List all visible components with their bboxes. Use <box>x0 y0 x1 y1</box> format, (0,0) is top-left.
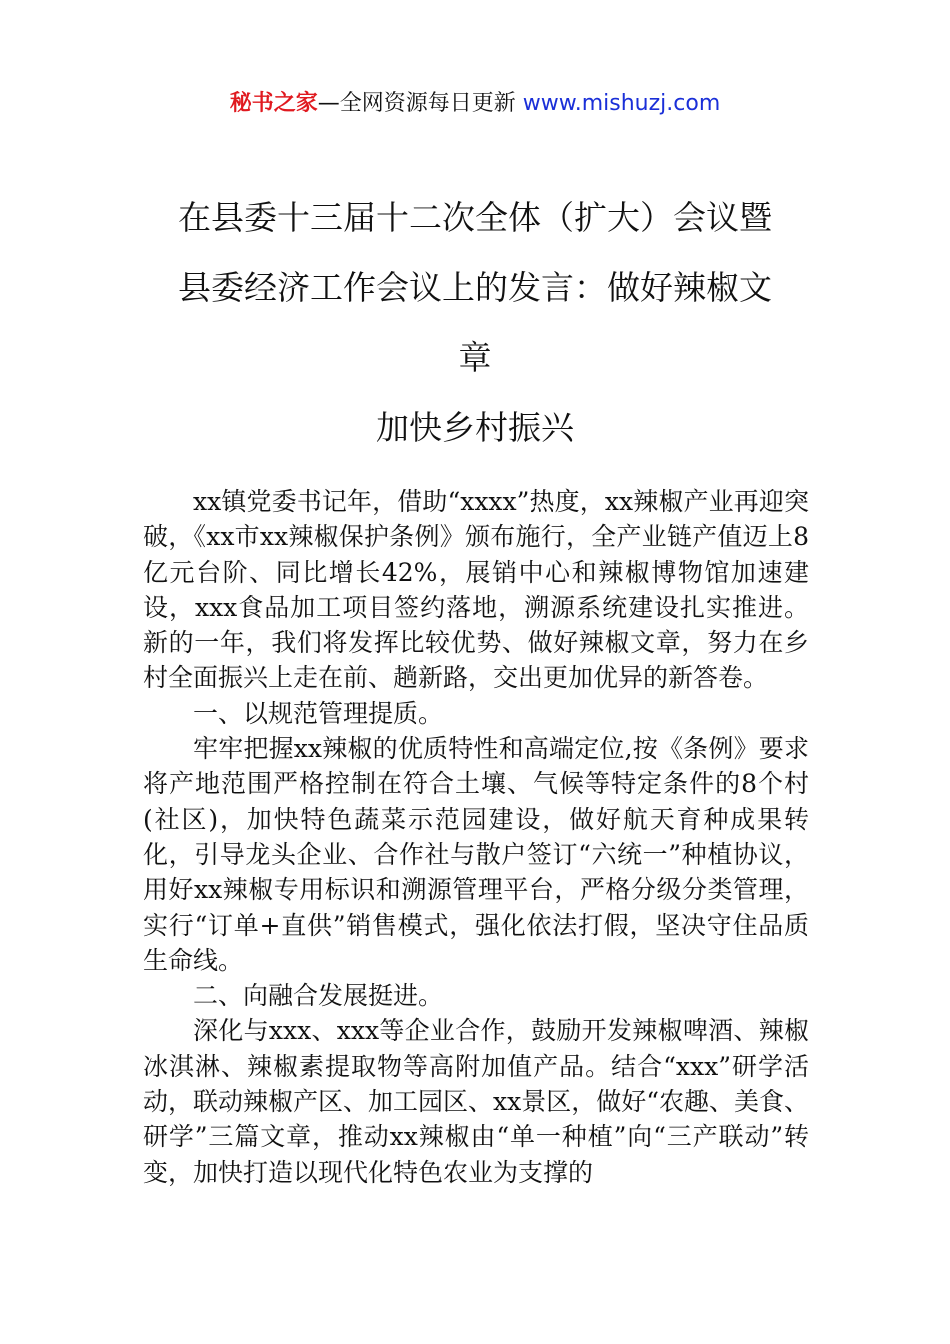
site-url[interactable]: www.mishuzj.com <box>522 91 721 116</box>
section-paragraph-1: 牢牢把握xx辣椒的优质特性和高端定位,按《条例》要求将产地范围严格控制在符合土壤、气候等特定条件的8个村(社区)，加快特色蔬菜示范园建设，做好航天育种成果转化，引导龙头企业、合作社与散户签订“六统一”种植协议，用好xx辣椒专用标识和溯源管理平台，严格分级分类管理，实行“订单+直供”销售模式，强化依法打假，坚决守住品质生命线。 <box>143 734 809 975</box>
intro-paragraph: xx镇党委书记年，借助“xxxx”热度，xx辣椒产业再迎突破，《xx市xx辣椒保护条例》颁布施行，全产业链产值迈上8亿元台阶、同比增长42%，展销中心和辣椒博物馆加速建设，xxx食品加工项目签约落地，溯源系统建设扎实推进。新的一年，我们将发挥比较优势、做好辣椒文章，努力在乡村全面振兴上走在前、趟新路，交出更加优异的新答卷。 <box>143 487 809 693</box>
section-heading-1: 一、以规范管理提质。 <box>193 698 444 728</box>
brand-name: 秘书之家 <box>229 91 318 116</box>
section-paragraph-2: 深化与xxx、xxx等企业合作，鼓励开发辣椒啤酒、辣椒冰淇淋、辣椒素提取物等高附加值产品。结合“xxx”研学活动，联动辣椒产区、加工园区、xx景区，做好“农趣、美食、研学”三篇文章，推动xx辣椒由“单一种植”向“三产联动”转变，加快打造以现代化特色农业为支撑的 <box>143 1016 809 1187</box>
document-body <box>143 484 809 1190</box>
site-header <box>0 86 950 122</box>
header-tagline: —全网资源每日更新 <box>317 91 523 116</box>
document-title <box>120 183 830 463</box>
section-heading-2: 二、向融合发展挺进。 <box>193 981 444 1011</box>
title-line: 章 <box>458 338 492 377</box>
title-line: 县委经济工作会议上的发言：做好辣椒文 <box>178 268 772 307</box>
title-line: 加快乡村振兴 <box>376 408 574 447</box>
title-line: 在县委十三届十二次全体（扩大）会议暨 <box>178 198 772 237</box>
